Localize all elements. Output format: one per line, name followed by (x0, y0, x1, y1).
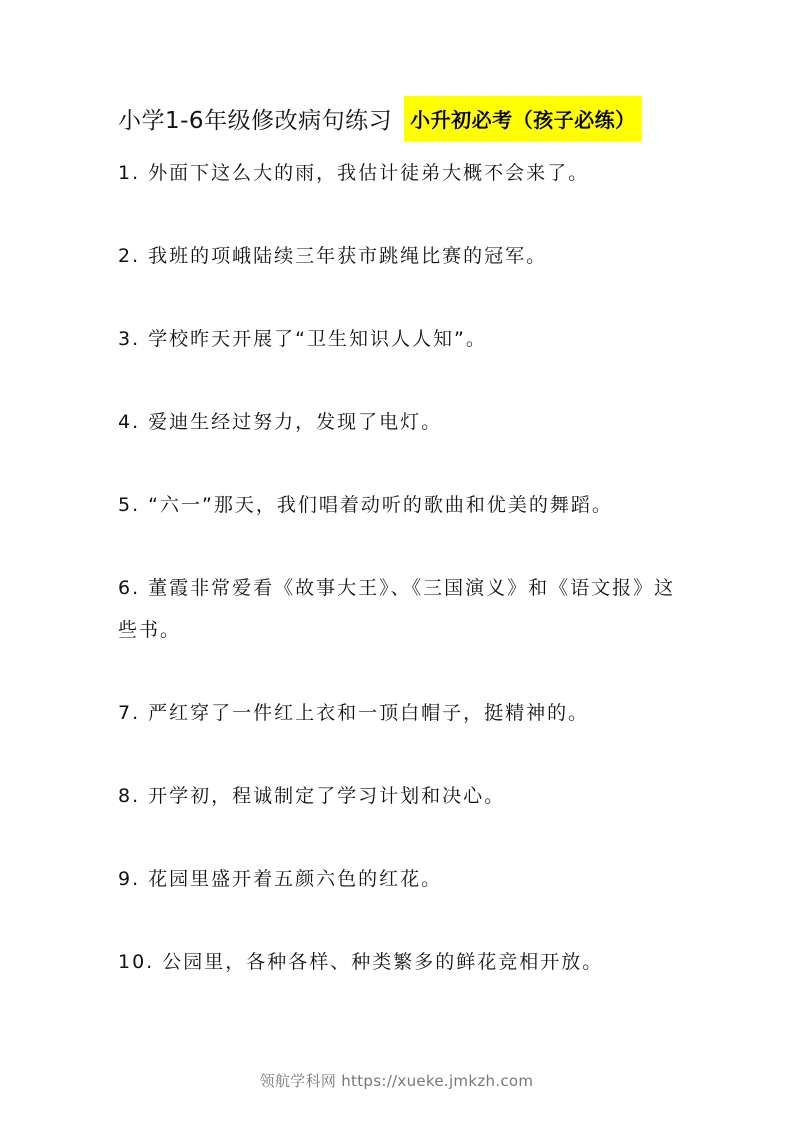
title-highlight-badge: 小升初必考（孩子必练） (404, 96, 642, 141)
question-item-10: 10. 公园里，各种各样、种类繁多的鲜花竞相开放。 (118, 951, 604, 973)
question-item-5: 5. “六一”那天，我们唱着动听的歌曲和优美的舞蹈。 (118, 494, 613, 516)
question-item-7: 7. 严红穿了一件红上衣和一顶白帽子，挺精神的。 (118, 702, 590, 724)
footer-watermark: 领航学科网 https://xueke.jmkzh.com (259, 1072, 534, 1090)
question-item-1: 1. 外面下这么大的雨，我估计徒弟大概不会来了。 (118, 162, 590, 184)
page-title (118, 96, 642, 140)
question-item-4: 4. 爱迪生经过努力，发现了电灯。 (118, 411, 443, 433)
question-item-8: 8. 开学初，程诚制定了学习计划和决心。 (118, 785, 506, 807)
question-item-9: 9. 花园里盛开着五颜六色的红花。 (118, 868, 443, 890)
question-item-6: 6. 董霞非常爱看《故事大王》、《三国演义》和《语文报》这些书。 (118, 577, 676, 641)
question-item-3: 3. 学校昨天开展了“卫生知识人人知”。 (118, 328, 487, 350)
question-item-2: 2. 我班的项峨陆续三年获市跳绳比赛的冠军。 (118, 245, 548, 267)
title-text: 小学1-6年级修改病句练习 (118, 107, 393, 134)
